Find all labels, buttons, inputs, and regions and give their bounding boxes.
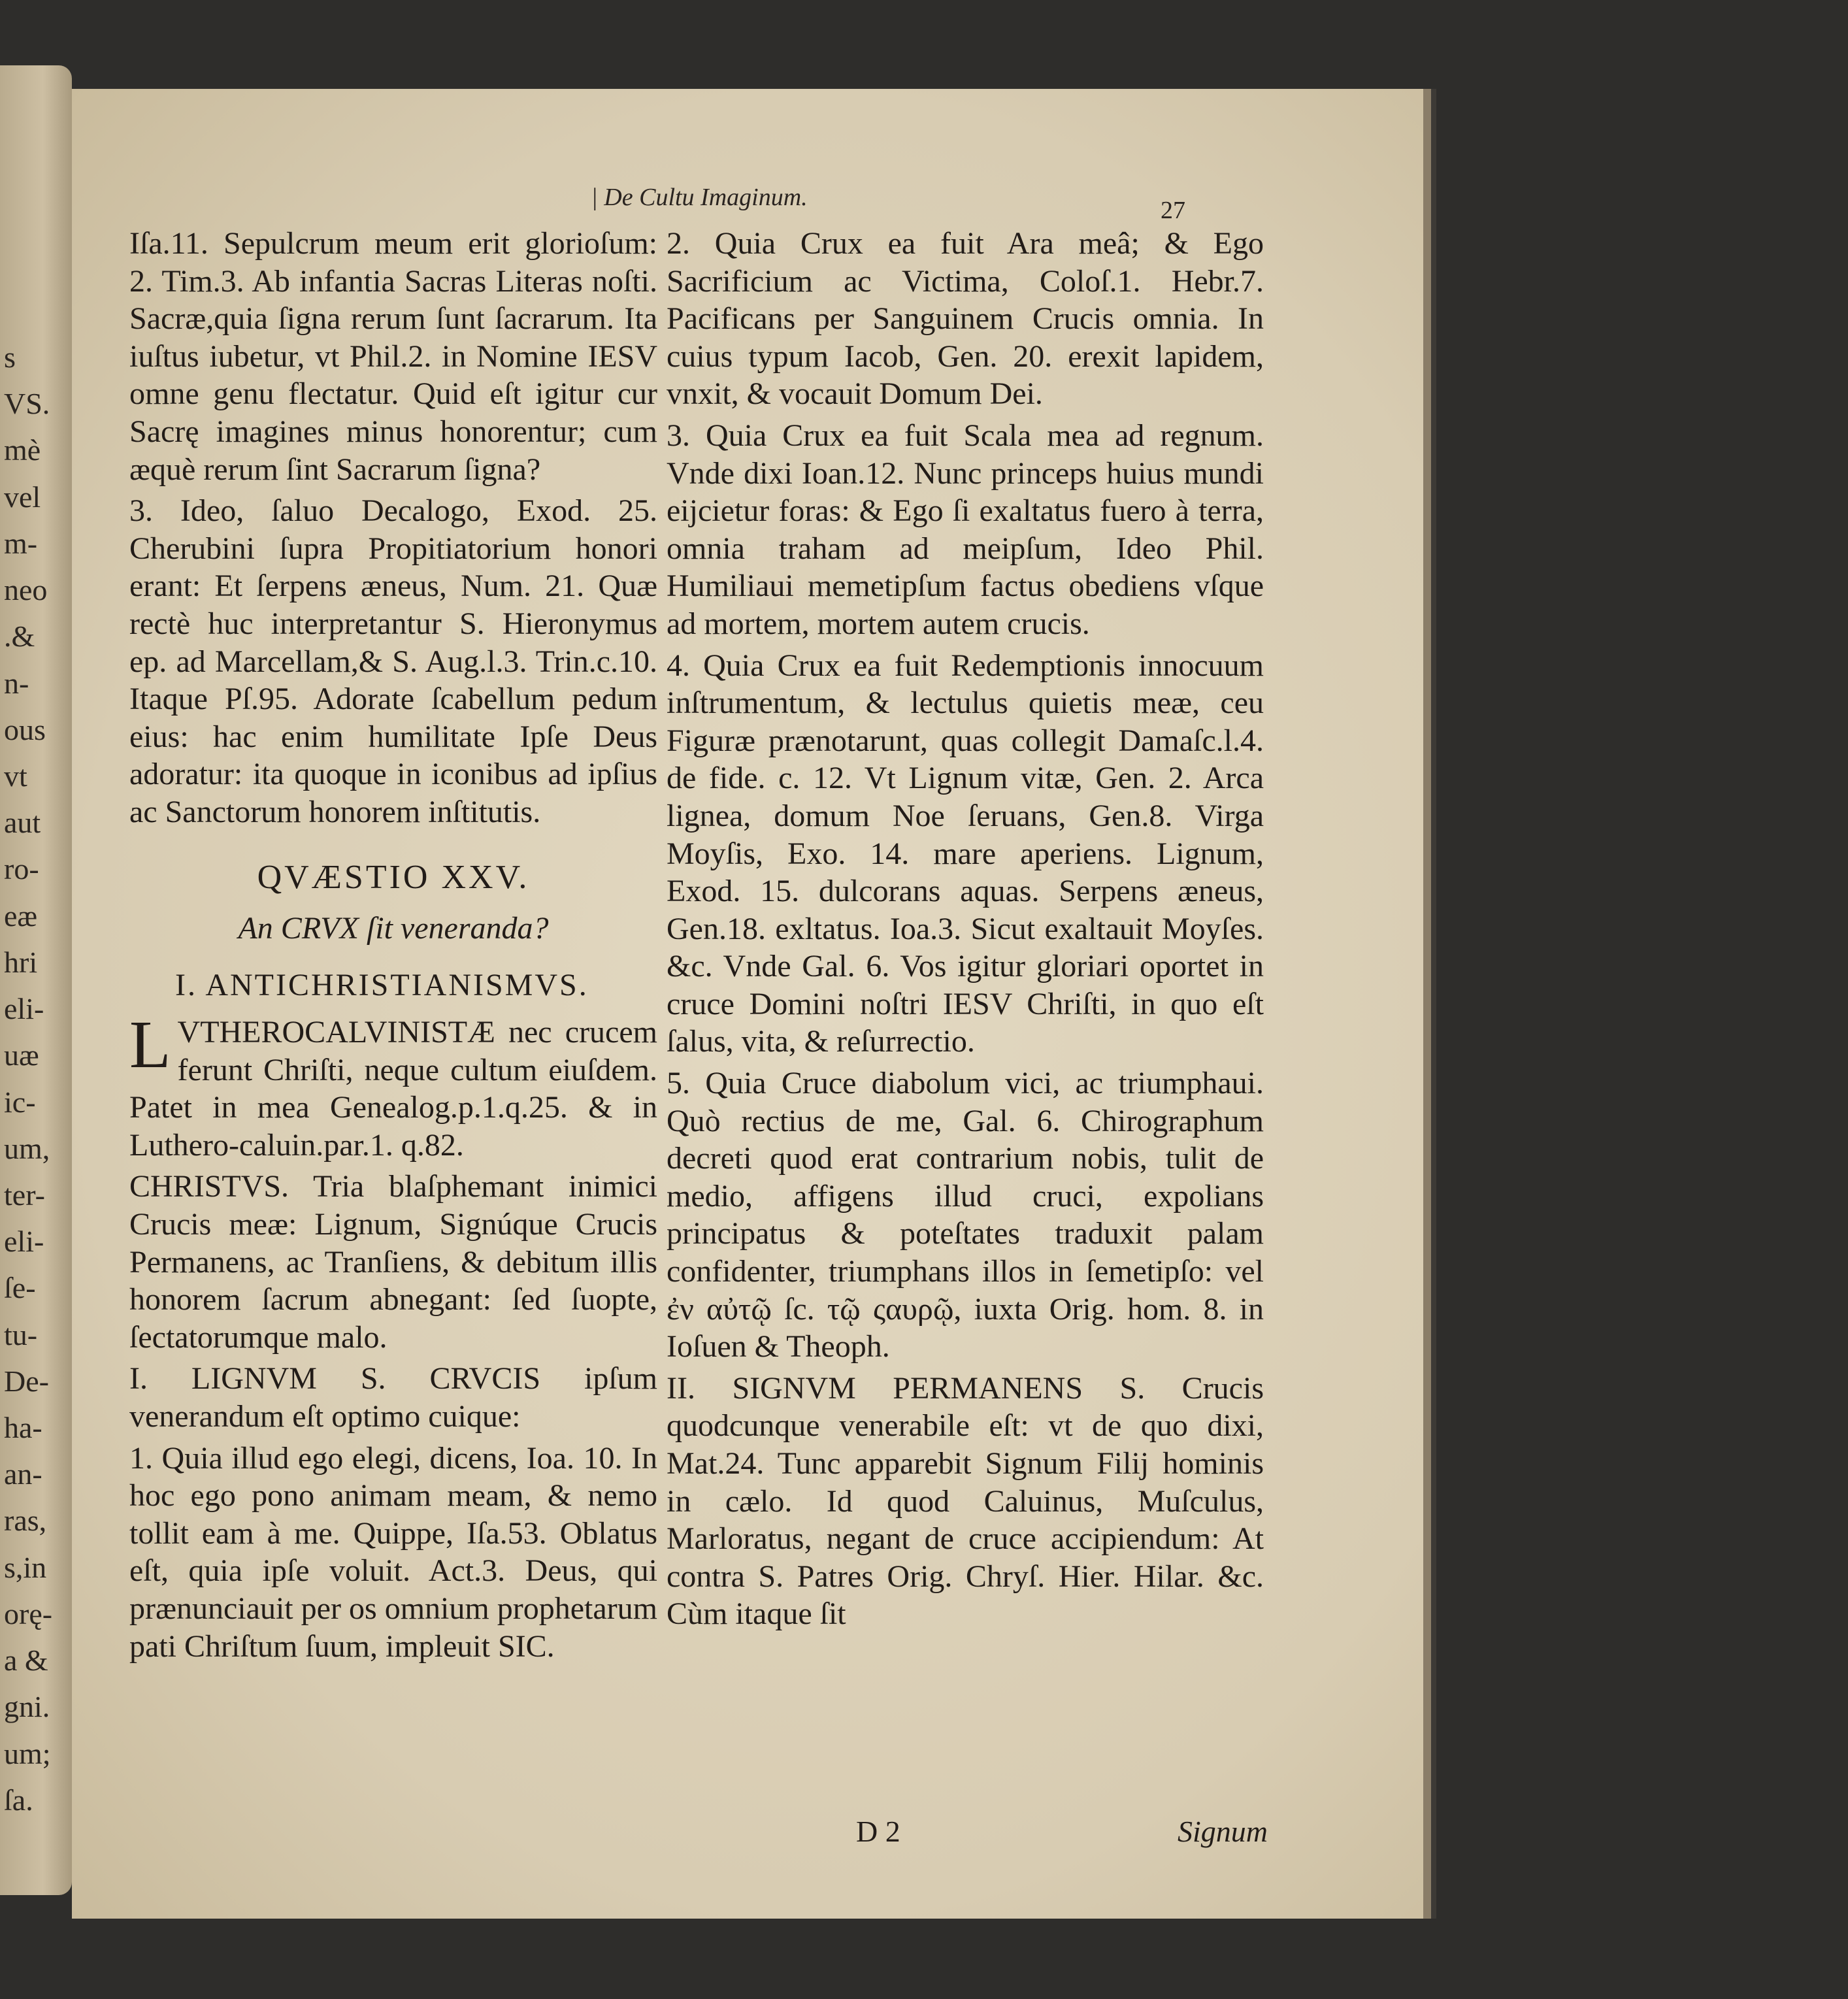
prev-page-fragment: m- [4,526,38,560]
prev-page-fragment: ro- [4,852,39,886]
paragraph: II. SIGNVM PERMANENS S. Crucis quodcunque venerabile eſt: vt de quo dixi, Mat.24. Tunc apparebit Signum Filij hominis in cælo. Id quod Caluinus, Muſculus, Marloratus, negant de cruce accipiendum: At contra S. Patres Orig. Chryſ. Hier. Hilar. &c. Cùm itaque ſit [667,1370,1264,1632]
prev-page-fragment: ha- [4,1411,42,1445]
prev-page-fragment: ſe- [4,1271,36,1305]
prev-page-fragment: um; [4,1736,51,1770]
paragraph: 4. Quia Crux ea fuit Redemptionis innocuum inſtrumentum, & lectulus quietis meæ, ceu Figuræ prænotarunt, quas collegit Damaſc.l.4. de fide. c. 12. Vt Lignum vitæ, Gen. 2. Arca lignea, domum Noe ſeruans, Gen.8. Virga Moyſis, Exo. 14. mare aperiens. Lignum, Exod. 15. dulcorans aquas. Serpens æneus, Gen.18. exltatus. Ioa.3. Sicut exaltauit Moyſes. &c. Vnde Gal. 6. Vos igitur gloriari oportet in cruce Domini noſtri IESV Chriſti, in quo eſt ſalus, vita, & reſurrectio. [667,648,1264,1059]
prev-page-fragment: aut [4,806,41,840]
antichristianism-paragraph [129,1007,657,1164]
prev-page-fragment: s,in [4,1550,47,1584]
prev-page-fragment: mè [4,433,41,467]
prev-page-fragment: ras, [4,1504,47,1538]
paragraph: 2. Quia Crux ea fuit Ara meâ; & Ego Sacrificium ac Victima, Coloſ.1. Hebr.7. Pacificans per Sanguinem Crucis omnia. In cuius typum Iacob, Gen. 20. erexit lapidem, vnxit, & vocauit Domum Dei. [667,226,1264,412]
prev-page-fragment: ous [4,712,46,746]
prev-page-fragment: vel [4,480,41,514]
prev-page-fragment: VS. [4,387,50,421]
page-footer [856,1814,1268,1849]
previous-page-edge [0,65,72,1895]
prev-page-fragment: eli- [4,992,44,1026]
left-column [129,225,657,1669]
prev-page-fragment: ſa. [4,1783,33,1817]
paragraph: 5. Quia Cruce diabolum vici, ac triumphaui. Quò rectius de me, Gal. 6. Chirographum decreti quod erat contrarium nobis, tulit de medio, affigens illud cruci, expolians principatus & poteſtates traduxit palam confidenter, triumphans illos in ſemetipſo: vel ἐν αὐτῷ ſc. τῷ ςαυρῷ, iuxta Orig. hom. 8. in Ioſuen & Theoph. [667,1066,1264,1364]
prev-page-fragment: vt [4,759,27,793]
prev-page-fragment: a & [4,1644,48,1677]
paragraph: Iſa.11. Sepulcrum meum erit glorioſum: 2. Tim.3. Ab infantia Sacras Literas noſti. Sacræ,quia ſigna rerum ſunt ſacrarum. Ita iuſtus iubetur, vt Phil.2. in Nomine IESV omne genu flectatur. Quid eſt igitur cur Sacrę imagines minus honorentur; cum æquè rerum ſint Sacrarum ſigna? [129,226,657,487]
catchword: Signum [1178,1815,1268,1848]
running-title: | De Cultu Imaginum. [591,184,808,211]
right-column [667,225,1264,1637]
section-heading: I. ANTICHRISTIANISMVS. [175,968,589,1003]
prev-page-fragment: tu- [4,1317,38,1351]
prev-page-fragment: orę- [4,1596,53,1630]
prev-page-fragment: um, [4,1131,50,1165]
prev-page-fragment: ic- [4,1085,36,1119]
paragraph: 3. Ideo, ſaluo Decalogo, Exod. 25. Cherubini ſupra Propitiatorium honori erant: Et ſerpens æneus, Num. 21. Quæ rectè huc interpretantur S. Hieronymus ep. ad Marcellam,& S. Aug.l.3. Trin.c.10. Itaque Pſ.95. Adorate ſcabellum pedum eius: hac enim humilitate Ipſe Deus adoratur: ita quoque in iconibus ad ipſius ac Sanctorum honorem inſtitutis. [129,493,657,829]
prev-page-fragment: hri [4,945,38,979]
prev-page-fragment: neo [4,573,48,607]
book-page [72,89,1423,1919]
prev-page-fragment: .& [4,620,35,653]
prev-page-fragment: an- [4,1457,42,1491]
drop-cap: L [129,1007,171,1083]
page-number: 27 [1161,197,1185,224]
paragraph: 3. Quia Crux ea fuit Scala mea ad regnum. Vnde dixi Ioan.12. Nunc princeps huius mundi eijcietur foras: & Ego ſi exaltatus fuero à terra, omnia traham ad meipſum, Ideo Phil. Humiliaui memetipſum factus obediens vſque ad mortem, mortem autem crucis. [667,418,1264,641]
question-title: QVÆSTIO XXV. [257,858,530,896]
prev-page-fragment: s [4,340,16,374]
prev-page-fragment: uæ [4,1038,39,1072]
prev-page-fragment: ter- [4,1178,45,1212]
question-subtitle: An CRVX ſit veneranda? [238,910,549,946]
prev-page-fragment: eli- [4,1225,44,1259]
prev-page-fragment: De- [4,1364,49,1398]
prev-page-fragment: gni. [4,1690,50,1724]
antichristianism-text: VTHEROCALVINISTÆ nec crucem ferunt Chriſti, neque cultum eiuſdem. Patet in mea Genealog.p.1.q.25. & in Luthero-caluin.par.1. q.82. [129,1015,657,1163]
paragraph: I. LIGNVM S. CRVCIS ipſum venerandum eſt optimo cuique: [129,1361,657,1434]
prev-page-fragment: n- [4,666,29,700]
signature-mark: D 2 [856,1815,900,1848]
prev-page-fragment: eæ [4,899,38,933]
paragraph: 1. Quia illud ego elegi, dicens, Ioa. 10. In hoc ego pono animam meam, & nemo tollit eam à me. Quippe, Iſa.53. Oblatus eſt, quia ipſe voluit. Act.3. Deus, qui prænunciauit per os omnium prophetarum pati Chriſtum ſuum, impleuit SIC. [129,1440,657,1664]
paragraph: CHRISTVS. Tria blaſphemant inimici Crucis meæ: Lignum, Signúque Crucis Permanens, ac Tranſiens, & debitum illis honorem ſacrum abnegant: ſed ſuopte, ſectatorumque malo. [129,1169,657,1355]
